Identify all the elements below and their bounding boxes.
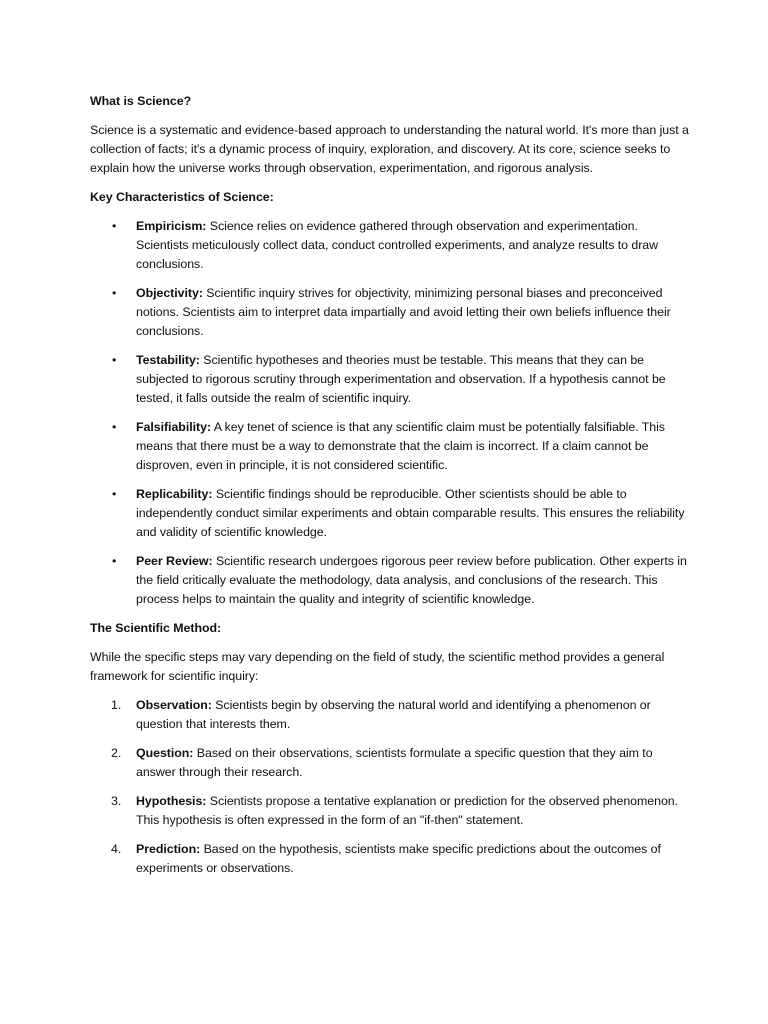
list-item [90,840,690,878]
item-term: Empiricism: [136,219,207,233]
list-item [90,485,690,542]
bullet-icon: • [112,219,117,233]
item-text: Scientific hypotheses and theories must be testable. This means that they can be subjected to rigorous scrutiny through experimentation and observation. If a hypothesis cannot be tested, it falls outside the realm of scientific inquiry. [136,353,666,405]
list-item [90,696,690,734]
item-text: Scientists propose a tentative explanation or prediction for the observed phenomenon. This hypothesis is often expressed in the form of an "if-then" statement. [136,794,679,827]
item-text: Scientific inquiry strives for objectivity, minimizing personal biases and preconceived notions. Scientists aim to interpret data impartially and avoid letting their own beliefs influence their conclusions. [136,286,671,338]
item-term: Objectivity: [136,286,203,300]
item-term: Hypothesis: [136,794,207,808]
item-text: Science relies on evidence gathered through observation and experimentation. Scientists meticulously collect data, conduct controlled experiments, and analyze results to draw conclusions. [136,219,659,271]
bullet-icon: • [112,353,117,367]
list-item [90,217,690,274]
bullet-icon: • [112,487,117,501]
step-number: 3. [111,794,122,808]
method-steps-list [90,696,690,878]
item-term: Testability: [136,353,200,367]
bullet-icon: • [112,420,117,434]
bullet-icon: • [112,286,117,300]
step-number: 4. [111,842,122,856]
intro-paragraph: Science is a systematic and evidence-based approach to understanding the natural world. It's more than just a collection of facts; it's a dynamic process of inquiry, exploration, and discovery. At its core, science seeks to explain how the universe works through observation, experimentation, and rigorous analysis. [90,123,689,175]
item-text: Based on the hypothesis, scientists make specific predictions about the outcomes of experiments or observations. [136,842,661,875]
list-item [90,552,690,609]
page-title: What is Science? [90,94,192,108]
item-term: Peer Review: [136,554,213,568]
list-item [90,351,690,408]
characteristics-list [90,217,690,609]
list-item [90,792,690,830]
list-item [90,418,690,475]
item-term: Observation: [136,698,212,712]
item-term: Replicability: [136,487,213,501]
list-item [90,284,690,341]
item-text: Scientists begin by observing the natural world and identifying a phenomenon or question that interests them. [136,698,651,731]
method-heading: The Scientific Method: [90,621,222,635]
item-term: Falsifiability: [136,420,211,434]
document-page [90,92,690,888]
bullet-icon: • [112,554,117,568]
item-text: Scientific research undergoes rigorous peer review before publication. Other experts in the field critically evaluate the methodology, data analysis, and conclusions of the research. This process helps to maintain the quality and integrity of scientific knowledge. [136,554,687,606]
step-number: 1. [111,698,122,712]
item-text: Based on their observations, scientists formulate a specific question that they aim to answer through their research. [136,746,653,779]
method-intro-paragraph: While the specific steps may vary depending on the field of study, the scientific method provides a general framework for scientific inquiry: [90,650,665,683]
step-number: 2. [111,746,122,760]
list-item [90,744,690,782]
item-text: A key tenet of science is that any scientific claim must be potentially falsifiable. This means that there must be a way to demonstrate that the claim is incorrect. If a claim cannot be disproven, even in principle, it is not considered scientific. [136,420,665,472]
item-term: Prediction: [136,842,201,856]
characteristics-heading: Key Characteristics of Science: [90,190,274,204]
item-term: Question: [136,746,194,760]
item-text: Scientific findings should be reproducible. Other scientists should be able to independently conduct similar experiments and obtain comparable results. This ensures the reliability and validity of scientific knowledge. [136,487,685,539]
